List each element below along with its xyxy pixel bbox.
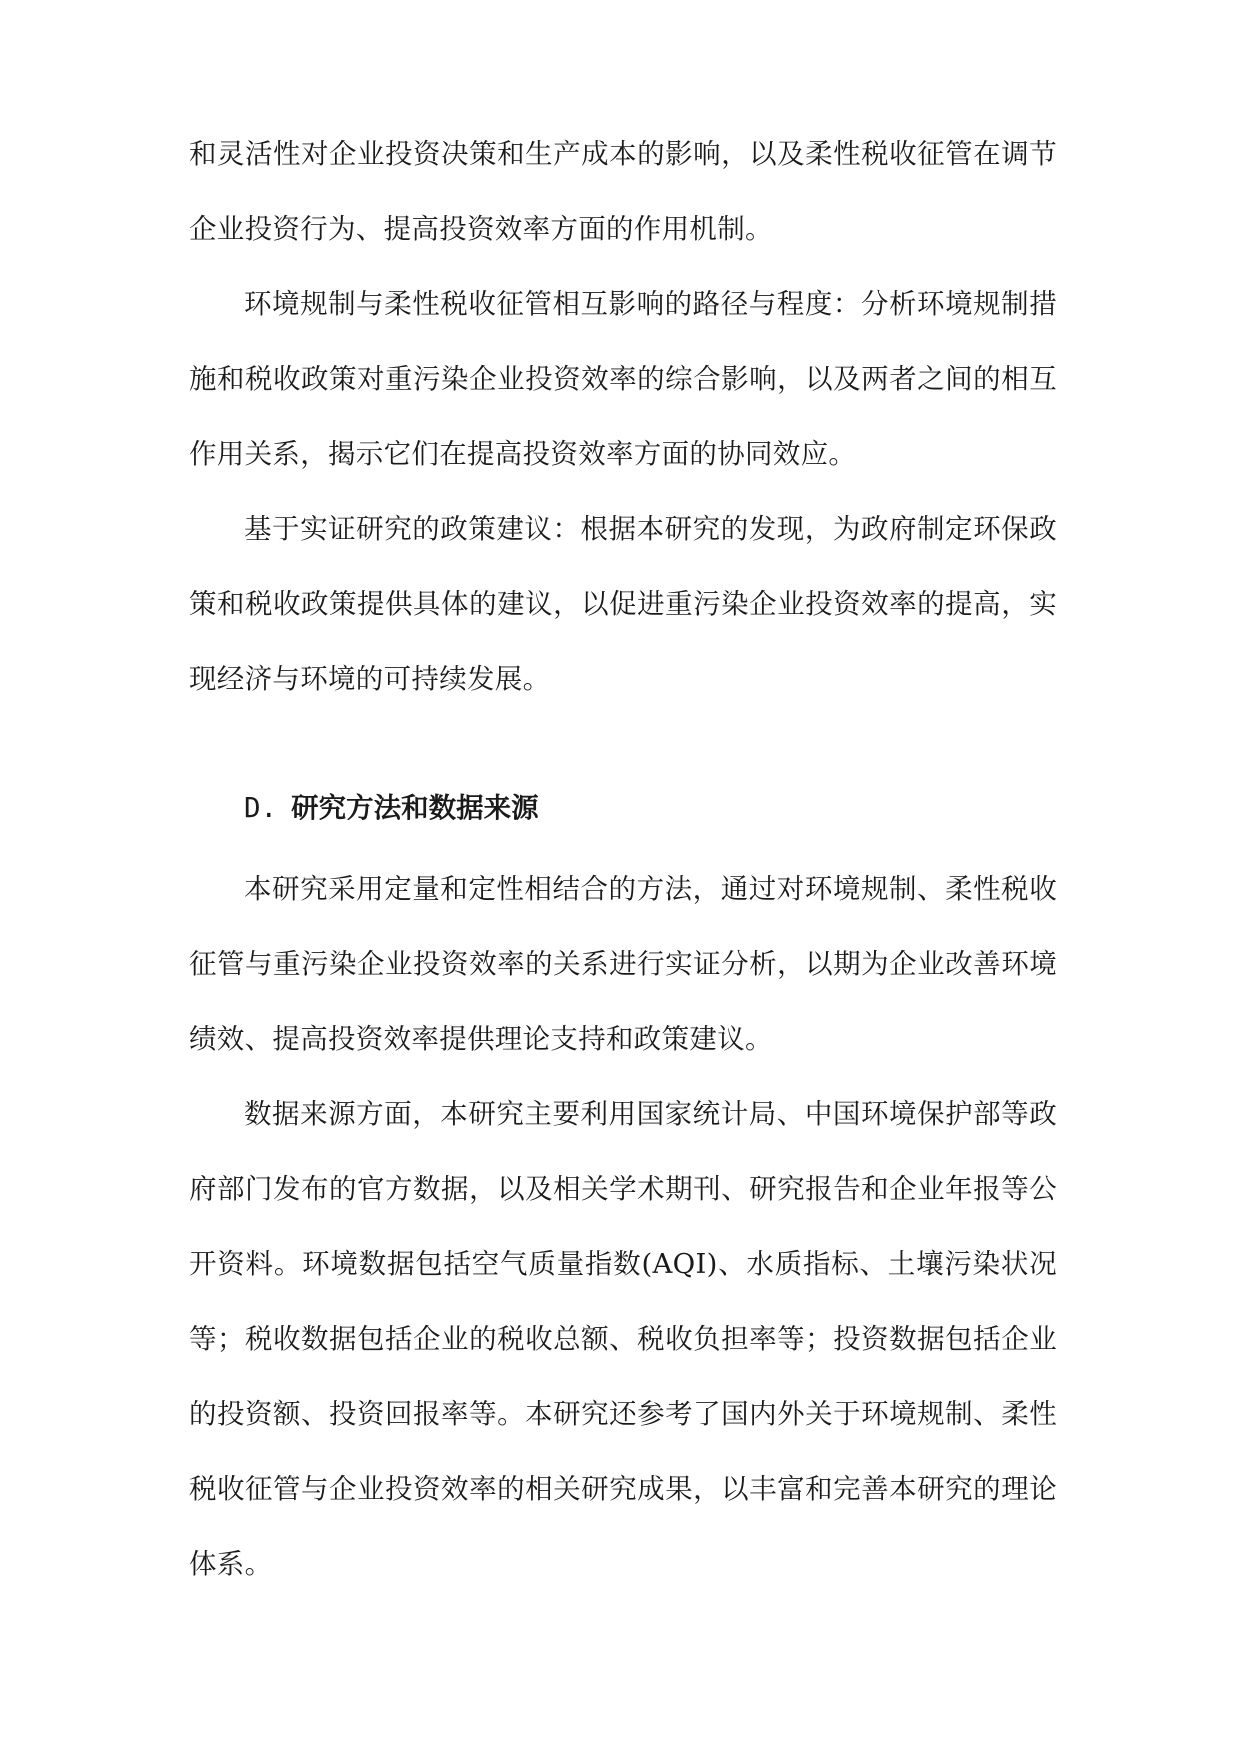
section-heading bbox=[244, 778, 539, 838]
paragraph-methods: 本研究采用定量和定性相结合的方法，通过对环境规制、柔性税收征管与重污染企业投资效率的关系进行实证分析，以期为企业改善环境绩效、提高投资效率提供理论支持和政策建议。 bbox=[189, 873, 1057, 1055]
paragraph-interaction-path: 环境规制与柔性税收征管相互影响的路径与程度：分析环境规制措施和税收政策对重污染企业投资效率的综合影响，以及两者之间的相互作用关系，揭示它们在提高投资效率方面的协同效应。 bbox=[189, 288, 1057, 470]
bottom-text-block bbox=[189, 852, 1057, 1602]
section-number: D. bbox=[244, 792, 278, 824]
top-text-block bbox=[189, 117, 1057, 717]
paragraph-policy-suggestions: 基于实证研究的政策建议：根据本研究的发现，为政府制定环保政策和税收政策提供具体的建议，以促进重污染企业投资效率的提高，实现经济与环境的可持续发展。 bbox=[189, 513, 1057, 695]
paragraph-data-sources: 数据来源方面，本研究主要利用国家统计局、中国环境保护部等政府部门发布的官方数据，以及相关学术期刊、研究报告和企业年报等公开资料。环境数据包括空气质量指数(AQI)、水质指标、土壤污染状况等；税收数据包括企业的税收总额、税收负担率等；投资数据包括企业的投资额、投资回报率等。本研究还参考了国内外关于环境规制、柔性税收征管与企业投资效率的相关研究成果，以丰富和完善本研究的理论体系。 bbox=[189, 1098, 1057, 1580]
section-title: 研究方法和数据来源 bbox=[291, 792, 539, 824]
paragraph-continued: 和灵活性对企业投资决策和生产成本的影响，以及柔性税收征管在调节企业投资行为、提高投资效率方面的作用机制。 bbox=[189, 138, 1057, 245]
